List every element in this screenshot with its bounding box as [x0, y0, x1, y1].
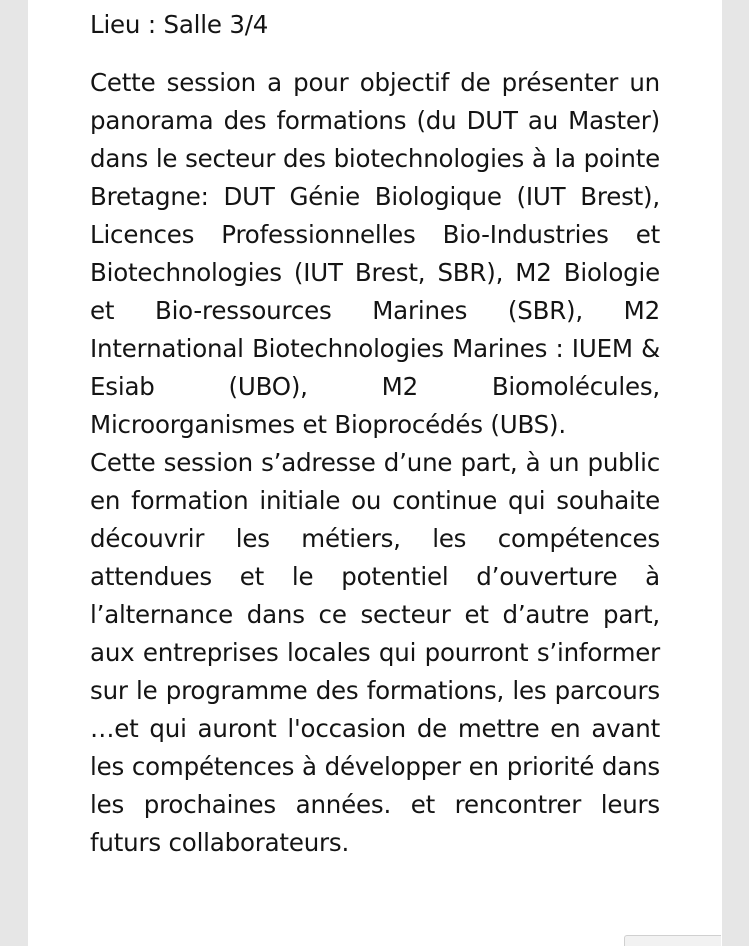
description-paragraph: Cette session a pour objectif de présenter un panorama des formations (du DUT au Master) dans le secteur des biotechnologies à la pointe Bretagne: DUT Génie Biologique (IUT Brest), Licences Professionnelles Bio-Industries et Biotechnologies (IUT Brest, SBR), M2 Biologie et Bio-ressources Marines (SBR), M2 International Biotechnologies Marines : IUEM & Esiab (UBO), M2 Biomolécules, Microorganismes et Bioprocédés (UBS).	[90, 68, 660, 439]
audience-paragraph: Cette session s’adresse d’une part, à un public en formation initiale ou continue qui souhaite découvrir les métiers, les compétences attendues et le potentiel d’ouverture à l’alternance dans ce secteur et d’autre part, aux entreprises locales qui pourront s’informer sur le programme des formations, les parcours …et qui auront l'occasion de mettre en avant les compétences à développer en priorité dans les prochaines années. et rencontrer leurs futurs collaborateurs.	[90, 448, 660, 857]
scroll-corner-tab	[624, 935, 721, 946]
location-line: Lieu : Salle 3/4	[90, 10, 269, 39]
right-margin	[722, 0, 749, 946]
document-page	[28, 0, 722, 946]
left-margin	[0, 0, 28, 946]
document-body	[90, 0, 660, 862]
